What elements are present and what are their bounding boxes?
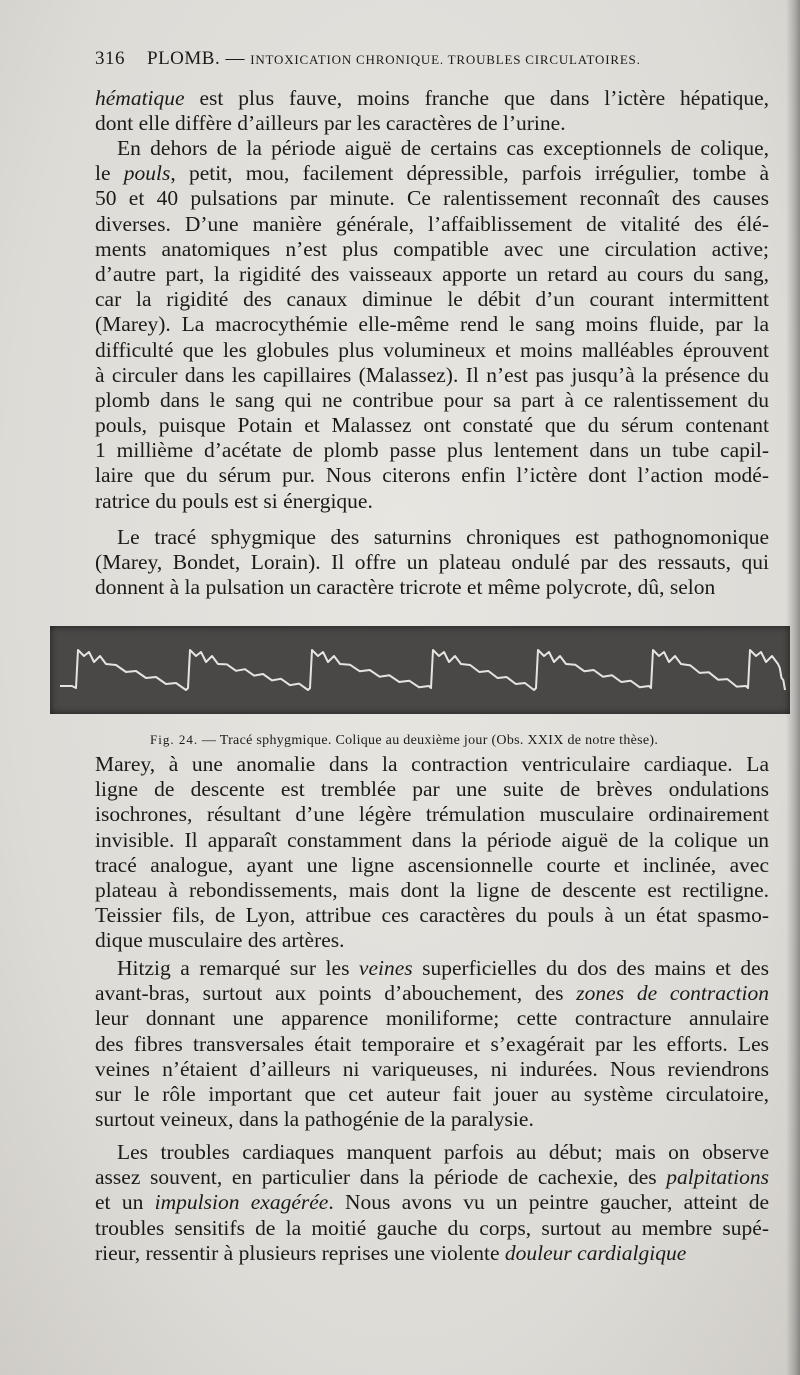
text-line: des fibres transversales était temporaire et s’exagérait par les efforts. Les	[95, 1031, 769, 1056]
paragraph-1	[95, 86, 769, 136]
italic-term: douleur cardialgique	[504, 1240, 687, 1265]
text-line	[95, 1190, 769, 1215]
text-segment: assez souvent, en particulier dans la période de cachexie, des	[95, 1165, 667, 1190]
text-line: d’autre part, la rigidité des vaisseaux apporte un retard au cours du sang,	[95, 261, 769, 286]
text-line: difficulté que les globules plus volumineux et moins malléables éprouvent	[95, 337, 769, 362]
text-line: Teissier fils, de Lyon, attribue ces caractères du pouls à un état spasmo-	[95, 903, 769, 928]
text-line: leur donnant une apparence moniliforme; cette contracture annulaire	[95, 1006, 769, 1031]
text-line	[95, 981, 769, 1006]
text-line	[95, 956, 769, 981]
text-segment: le	[95, 161, 124, 186]
text-line: tracé analogue, ayant une ligne ascensionnelle courte et inclinée, avec	[95, 852, 769, 877]
text-line: invisible. Il apparaît constamment dans la période aiguë de la colique un	[95, 827, 769, 852]
text-line: (Marey). La macrocythémie elle-même rend le sang moins fluide, par la	[95, 312, 769, 337]
text-line	[95, 86, 769, 111]
paragraph-3	[95, 525, 769, 601]
text-segment: superficielles du dos des mains et des	[412, 956, 769, 980]
paragraph-4	[95, 752, 769, 954]
running-title: PLOMB. —	[147, 48, 251, 69]
pulse-trace-line	[60, 650, 785, 690]
sphygmic-trace-figure	[50, 626, 790, 714]
text-segment: avant-bras, surtout aux points d’abouchement, des	[95, 981, 577, 1006]
text-line: à circuler dans les capillaires (Malassez). Il n’est pas jusqu’à la présence du	[95, 362, 769, 387]
text-line: diverses. D’une manière générale, l’affaiblissement de vitalité des élé-	[95, 211, 769, 236]
text-line: troubles sensitifs de la moitié gauche du corps, surtout au membre supé-	[95, 1215, 769, 1240]
section-title: INTOXICATION CHRONIQUE. TROUBLES CIRCULATOIRES.	[250, 52, 641, 67]
text-line	[95, 1165, 769, 1190]
text-line: Marey, à une anomalie dans la contraction ventriculaire cardiaque. La	[95, 752, 769, 776]
italic-term: hématique	[95, 86, 185, 110]
text-line: ments anatomiques n’est plus compatible avec une circulation active;	[95, 236, 769, 261]
paragraph-5	[95, 956, 769, 1132]
text-line: car la rigidité des canaux diminue le débit d’un courant intermittent	[95, 287, 769, 312]
paragraph-2	[95, 136, 769, 514]
text-line: laire que du sérum pur. Nous citerons enfin l’ictère dont l’action modé-	[95, 463, 769, 488]
page-number: 316	[95, 48, 125, 69]
text-line: (Marey, Bondet, Lorain). Il offre un plateau ondulé par des ressauts, qui	[95, 550, 769, 575]
text-line: En dehors de la période aiguë de certains cas exceptionnels de colique,	[117, 136, 769, 160]
italic-term: zones de contraction	[576, 981, 769, 1006]
text-segment: Hitzig a remarqué sur les	[117, 956, 359, 980]
text-line	[95, 161, 769, 186]
text-line: ratrice du pouls est si énergique.	[95, 488, 373, 513]
text-line: plateau à rebondissements, mais dont la ligne de descente est rectiligne.	[95, 877, 769, 902]
figure-label: Fig. 24.	[150, 732, 199, 747]
text-line: donnent à la pulsation un caractère tricrote et même polycrote, dû, selon	[95, 575, 716, 600]
italic-term: palpitations	[666, 1165, 769, 1190]
text-line: ligne de descente est tremblée par une suite de brèves ondulations	[95, 777, 769, 802]
text-line: Les troubles cardiaques manquent parfois au début; mais on observe	[117, 1140, 769, 1164]
text-line: veines n’étaient d’ailleurs ni variqueuses, ni indurées. Nous reviendrons	[95, 1056, 769, 1081]
text-line: dique musculaire des artères.	[95, 928, 345, 953]
text-segment: . Nous avons vu un peintre gaucher, atteint de	[328, 1190, 769, 1215]
text-line: isochrones, résultant d’une légère trémulation musculaire ordinairement	[95, 802, 769, 827]
figure-caption-text: — Tracé sphygmique. Colique au deuxième jour (Obs. XXIX de notre thèse).	[198, 733, 659, 748]
italic-term: impulsion exagérée	[154, 1190, 329, 1215]
text-segment: est plus fauve, moins franche que dans l’ictère hépatique,	[184, 86, 769, 110]
text-segment: rieur, ressentir à plusieurs reprises une violente	[95, 1240, 505, 1265]
text-line: sur le rôle important que cet auteur fait jouer au système circulatoire,	[95, 1081, 769, 1106]
pulse-trace	[50, 626, 790, 714]
text-line: 50 et 40 pulsations par minute. Ce ralentissement reconnaît des causes	[95, 186, 769, 211]
italic-term: pouls	[123, 161, 171, 186]
italic-term: veines	[358, 956, 413, 980]
text-segment: et un	[95, 1190, 155, 1215]
text-line: plomb dans le sang qui ne contribue pour sa part à ce ralentissement du	[95, 387, 769, 412]
text-segment: , petit, mou, facilement dépressible, parfois irrégulier, tombe à	[170, 161, 769, 186]
figure-caption	[150, 732, 750, 749]
text-line: 1 millième d’acétate de plomb passe plus lentement dans un tube capil-	[95, 438, 769, 463]
text-line: surtout veineux, dans la pathogénie de la paralysie.	[95, 1107, 534, 1132]
text-line: dont elle diffère d’ailleurs par les caractères de l’urine.	[95, 111, 566, 136]
paragraph-6	[95, 1140, 769, 1266]
text-line	[95, 1241, 769, 1266]
text-line: pouls, puisque Potain et Malassez ont constaté que du sérum contenant	[95, 413, 769, 438]
running-header	[95, 48, 775, 74]
text-line: Le tracé sphygmique des saturnins chroniques est pathognomonique	[117, 525, 769, 549]
